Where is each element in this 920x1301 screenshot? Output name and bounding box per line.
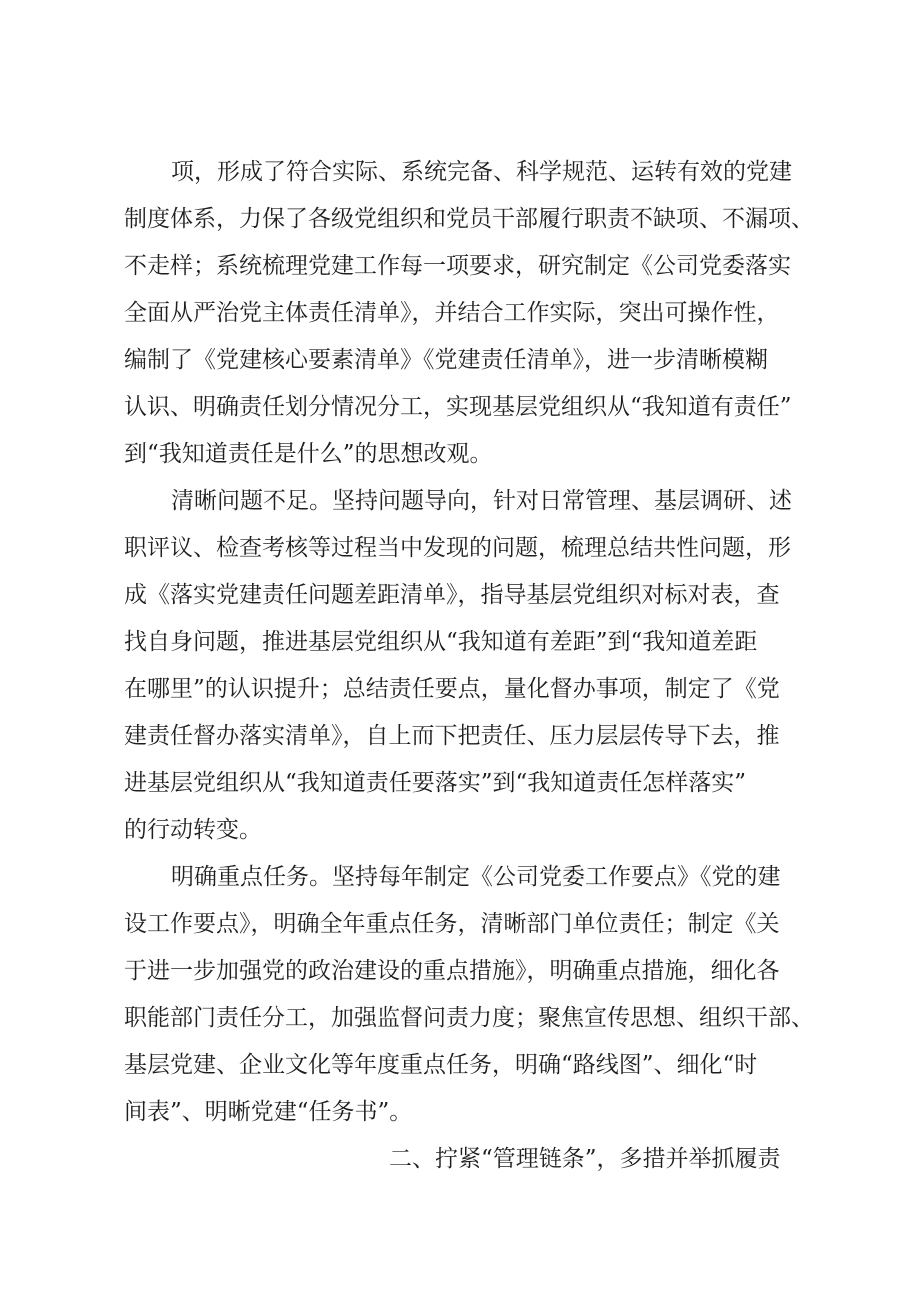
paragraph-1-line-7: 到“我知道责任是什么”的思想改观。 bbox=[124, 441, 493, 467]
paragraph-2-line-1: 清晰问题不足。坚持问题导向，针对日常管理、基层调研、述 bbox=[171, 488, 792, 514]
paragraph-2-line-6: 建责任督办落实清单》，自上而下把责任、压力层层传导下去，推 bbox=[124, 723, 780, 749]
paragraph-1-line-6: 认识、明确责任划分情况分工，实现基层党组织从“我知道有责任” bbox=[124, 394, 792, 420]
paragraph-3-line-6: 间表”、明晰党建“任务书”。 bbox=[124, 1099, 413, 1125]
paragraph-2-line-5: 在哪里”的认识提升；总结责任要点，量化督办事项，制定了《党 bbox=[124, 676, 780, 702]
paragraph-1-line-1: 项，形成了符合实际、系统完备、科学规范、运转有效的党建 bbox=[171, 159, 792, 185]
paragraph-3-line-4: 职能部门责任分工，加强监督问责力度；聚焦宣传思想、组织干部、 bbox=[124, 1005, 814, 1031]
paragraph-2-line-4: 找自身问题，推进基层党组织从“我知道有差距”到“我知道差距 bbox=[124, 629, 758, 655]
paragraph-1-line-3: 不走样；系统梳理党建工作每一项要求，研究制定《公司党委落实 bbox=[124, 253, 791, 279]
paragraph-3-line-3: 于进一步加强党的政治建设的重点措施》，明确重点措施，细化各 bbox=[124, 958, 780, 984]
paragraph-1-line-5: 编制了《党建核心要素清单》《党建责任清单》，进一步清晰模糊 bbox=[124, 347, 768, 373]
paragraph-3-line-1: 明确重点任务。坚持每年制定《公司党委工作要点》《党的建 bbox=[171, 864, 781, 890]
paragraph-2-line-8: 的行动转变。 bbox=[124, 817, 262, 843]
paragraph-1-line-4: 全面从严治党主体责任清单》，并结合工作实际，突出可操作性， bbox=[124, 300, 780, 326]
paragraph-2-line-7: 进基层党组织从“我知道责任要落实”到“我知道责任怎样落实” bbox=[124, 770, 747, 796]
paragraph-3-line-2: 设工作要点》，明确全年重点任务，清晰部门单位责任；制定《关 bbox=[124, 911, 780, 937]
section-heading: 二、拧紧“管理链条”，多措并举抓履责 bbox=[389, 1146, 781, 1172]
paragraph-1-line-2: 制度体系，力保了各级党组织和党员干部履行职责不缺项、不漏项、 bbox=[124, 206, 814, 232]
paragraph-2-line-2: 职评议、检查考核等过程当中发现的问题，梳理总结共性问题，形 bbox=[124, 535, 791, 561]
paragraph-2-line-3: 成《落实党建责任问题差距清单》，指导基层党组织对标对表，查 bbox=[124, 582, 780, 608]
paragraph-3-line-5: 基层党建、企业文化等年度重点任务，明确“路线图”、细化“时 bbox=[124, 1052, 758, 1078]
